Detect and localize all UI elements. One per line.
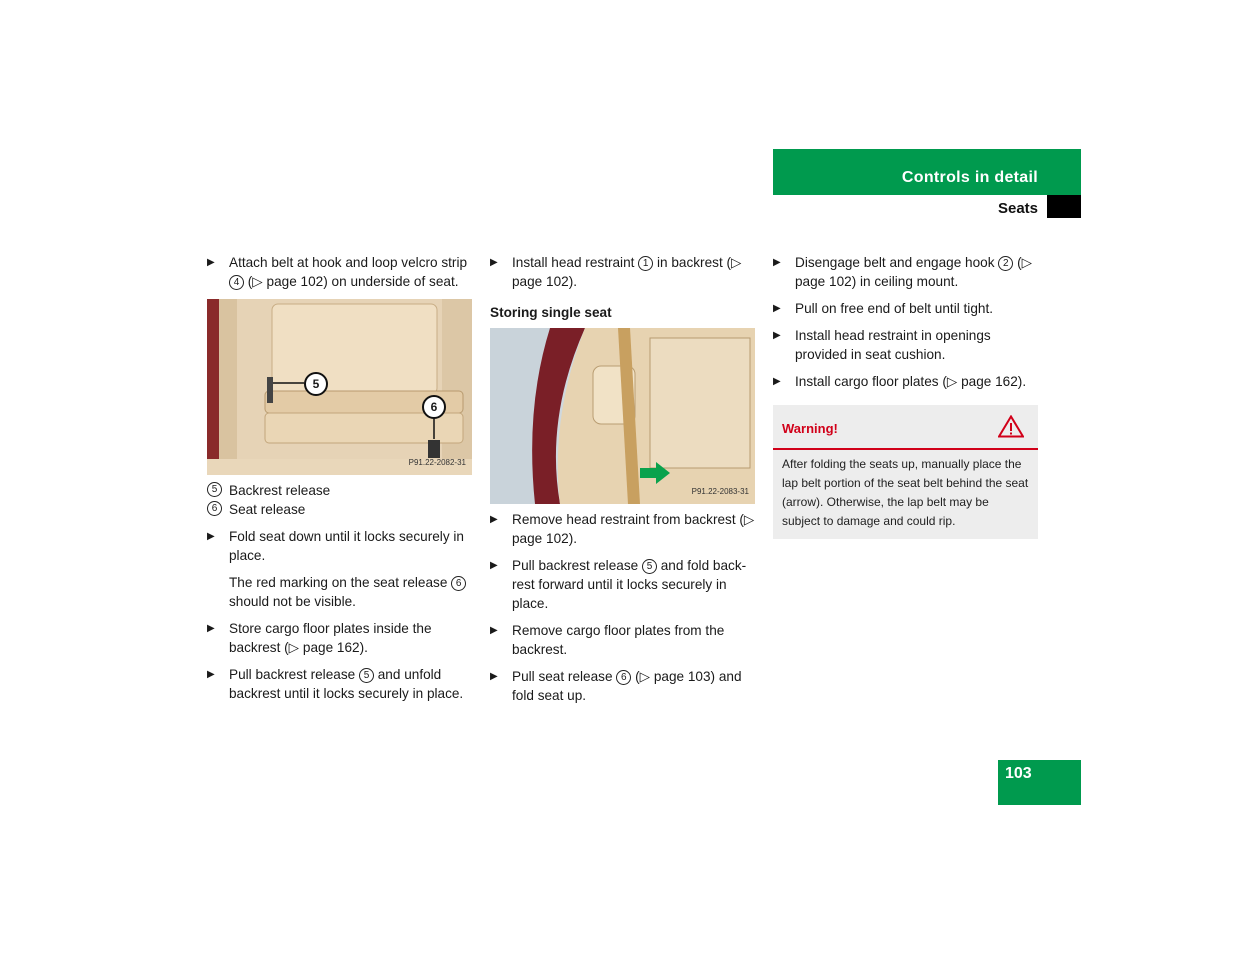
bullet-icon: ▶ — [490, 514, 498, 525]
bullet-icon: ▶ — [773, 376, 781, 387]
bullet-icon: ▶ — [490, 560, 498, 571]
step: ▶ Install cargo floor plates (▷ page 162). — [773, 374, 1027, 389]
bullet-icon: ▶ — [773, 303, 781, 314]
bullet-icon: ▶ — [490, 257, 498, 268]
page-number: 103 — [1005, 765, 1032, 782]
warning-title: Warning! — [782, 421, 838, 436]
bullet-icon: ▶ — [490, 671, 498, 682]
warning-box — [773, 405, 1038, 539]
column-1 — [207, 253, 475, 711]
step: ▶ Pull backrest release 5 and unfold backrest until it locks securely in place. — [207, 667, 464, 701]
warning-triangle-icon — [998, 415, 1024, 443]
header-marker — [1047, 195, 1081, 218]
bullet-icon: ▶ — [207, 257, 215, 268]
step: ▶ Remove head restraint from backrest (▷ page 102). — [490, 512, 755, 546]
seat-figure-2 — [490, 328, 755, 504]
callout-5: 5 — [304, 372, 328, 396]
warning-header — [773, 405, 1038, 450]
step: ▶ Pull seat release 6 (▷ page 103) and fold seat up. — [490, 669, 742, 703]
seat-figure-1 — [207, 299, 472, 475]
page-number-box — [998, 760, 1081, 805]
step: ▶ Pull on free end of belt until tight. — [773, 301, 993, 316]
step: ▶ Remove cargo floor plates from the backrest. — [490, 623, 725, 657]
bullet-icon: ▶ — [490, 625, 498, 636]
subsection-title: Seats — [997, 200, 1038, 217]
bullet-icon: ▶ — [207, 623, 215, 634]
step: ▶ Fold seat down until it locks securely in place. — [207, 529, 464, 563]
warning-text: After folding the seats up, manually place the lap belt portion of the seat belt behind the seat (arrow). Otherwise, the lap belt may be subject to damage and could rip. — [782, 457, 1029, 528]
step: ▶ Disengage belt and engage hook 2 (▷ page 102) in ceiling mount. — [773, 255, 1033, 289]
step: ▶ Install head restraint 1 in backrest (▷ page 102). — [490, 255, 742, 289]
legend-item: 5 Backrest release — [207, 481, 475, 500]
legend-item: 6 Seat release — [207, 500, 475, 519]
column-3 — [773, 253, 1041, 539]
callout-6: 6 — [422, 395, 446, 419]
column-2 — [490, 253, 758, 713]
callout-number: 4 — [229, 275, 244, 290]
subheading: Storing single seat — [490, 305, 612, 320]
note: The red marking on the seat release 6 should not be visible. — [207, 573, 475, 611]
bullet-icon: ▶ — [207, 669, 215, 680]
bullet-icon: ▶ — [773, 257, 781, 268]
step: ▶ Install head restraint in openings provided in seat cushion. — [773, 328, 991, 362]
step: ▶ Attach belt at hook and loop velcro strip 4 (▷ page 102) on underside of seat. — [207, 255, 468, 289]
section-title: Controls in detail — [901, 169, 1038, 186]
step: ▶ Pull backrest release 5 and fold back-rest forward until it locks securely in place. — [490, 558, 747, 611]
figure-code: P91.22-2082-31 — [408, 458, 466, 467]
step: ▶ Store cargo floor plates inside the backrest (▷ page 162). — [207, 621, 432, 655]
bullet-icon: ▶ — [773, 330, 781, 341]
header-band — [773, 149, 1081, 195]
figure-code: P91.22-2083-31 — [691, 487, 749, 496]
bullet-icon: ▶ — [207, 531, 215, 542]
